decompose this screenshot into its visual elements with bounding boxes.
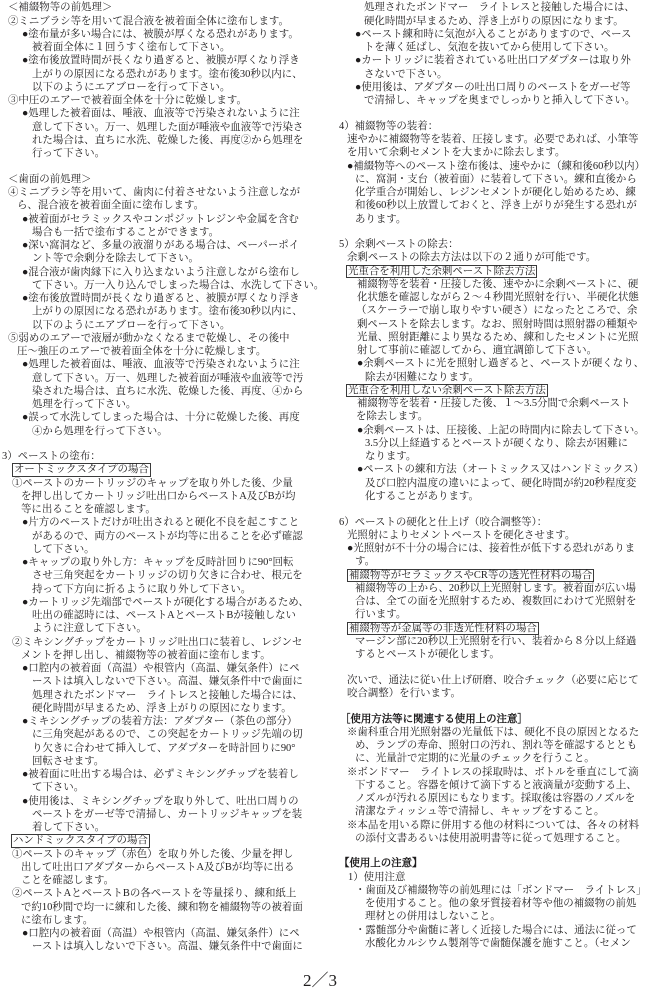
section-heading: ［使用方法等に関連する使用上の注意］ (340, 713, 528, 725)
note-line: 処理を行って下さい。 (32, 399, 137, 411)
note-line: ●塗布量が多い場合には、被膜が厚くなる恐れがあります。 (22, 28, 299, 40)
note-line: 染された場合は、直ちに水洗、乾燥した後、再度、④から (32, 385, 304, 397)
translucent-label-row (332, 569, 652, 582)
note-line: 場合も一括で塗布することができます。 (32, 226, 220, 238)
step-1 (0, 477, 326, 636)
note-line: 行って下さい。 (32, 148, 106, 160)
item-line: め、ランプの寿命、照射口の汚れ、割れ等を確認するととも (355, 740, 638, 752)
note-line: ●ペースト練和時に気泡が入ることがありますので、ペース (355, 28, 632, 40)
body-line: マージン部に20秒以上光照射を行い、装着から８分以上経過 (355, 635, 637, 647)
body-line: 剰ペーストを除去します。なお、照射時間は照射器の種類や (357, 318, 638, 330)
note-line: ●光照射が不十分の場合には、接着性が低下する恐れがありま (347, 543, 636, 555)
precaution-item (332, 726, 652, 766)
note (0, 715, 326, 768)
note-line: 被着面全体に１回うすく塗布して下さい。 (32, 42, 231, 54)
step-4 (0, 186, 326, 332)
note (332, 424, 652, 464)
note-line: ●ペーストの練和方法（オートミックス又はハンドミックス） (357, 464, 644, 476)
note-continuation (332, 1, 652, 28)
note-line: て下さい。万一入り込んでしまった場合は、水洗して下さい。 (32, 279, 325, 291)
note (0, 239, 326, 266)
step-line: ③中圧のエアーで被着面全体を十分に乾燥します。 (8, 95, 247, 107)
note-line: ●塗布後放置時間が長くなり過ぎると、被膜が厚くなり浮き (22, 293, 300, 305)
note-line: ●使用後は、ミキシングチップを取り外して、吐出口周りの (22, 795, 299, 807)
note-line: させ三角突起をカートリッジの切り欠きに合わせ、根元を (32, 570, 303, 582)
step-5 (0, 332, 326, 438)
automix-label: オートミックスタイプの場合 (14, 464, 149, 476)
note-line: ように注意して下さい。 (32, 623, 147, 635)
note-line: トを薄く延ばし、気泡を抜いてから使用して下さい。 (364, 42, 615, 54)
item-line: 清潔なティッシュ等で清掃し、キャップをすること。 (355, 806, 605, 818)
note-line: ●ミキシングチップの装着方法：アダプター（茶色の部分） (22, 716, 298, 728)
note-line: ●処理した被着面は、唾液、血液等で汚染されないように注 (22, 359, 300, 371)
note-line: 処理されたボンドマー ライトレスと接触した場合には、 (364, 2, 635, 14)
step-line: に塗布します。 (21, 914, 94, 926)
note-line: ●被着面に吐出する場合は、必ずミキシングチップを装着し (22, 769, 299, 781)
spacer (332, 503, 652, 515)
note (0, 107, 326, 160)
step-2 (0, 887, 326, 953)
note (0, 768, 326, 795)
light-method-label-row (332, 265, 652, 278)
opaque-label: 補綴物等が金属等の非透光性材料の場合 (349, 622, 537, 634)
note-line: 吐出の確認時には、ペーストAとペーストBが接触しない (32, 610, 296, 622)
note-line: ●被着面がセラミックスやコンポジットレジンや金属を含む (22, 213, 299, 225)
step-line: ⑤弱めのエアーで液層が動かなくなるまで乾燥し、その後中 (8, 332, 290, 344)
note-line: 上がりの原因になる恐れがあります。塗布後30秒以内に、 (32, 306, 303, 318)
note-line: 硬化時間が早まるため、浮き上がりの原因になります。 (32, 702, 292, 714)
note-line: に、窩洞・支台（被着面）に装着して下さい。練和直後から (355, 173, 637, 185)
item-line: ※歯科重合用光照射器の光量低下は、硬化不良の原因となるた (347, 726, 640, 738)
step-line: 出して吐出口アダプターからペーストA及びBが均等に出る (21, 861, 295, 873)
precaution-item (332, 819, 652, 846)
note (0, 556, 326, 596)
item-line: の添付文書あるいは使用説明書等に従って処理すること。 (355, 832, 627, 844)
note-line: ●混合液が歯肉縁下に入り込まないよう注意しながら塗布し (22, 266, 300, 278)
item-line: に、光量計で定期的に光量のチェックを行うこと。 (355, 753, 595, 765)
item-line: を使用すること。他の象牙質接着材等や他の補綴物の前処 (365, 898, 637, 910)
note-line: 上がりの原因になる恐れがあります。塗布後30秒以内に、 (32, 68, 303, 80)
body-line: 光照射によりセメントペーストを硬化させます。 (347, 529, 576, 541)
step-line: ②ペーストAとペーストBの各ペーストを等量採り、練和紙上 (12, 888, 297, 900)
note-line: て下さい。 (32, 782, 85, 794)
step-3 (0, 94, 326, 160)
note-line: 意して下さい。万一、処理した被着面が唾液や血液等で汚 (32, 372, 304, 384)
excess-removal-section (332, 238, 652, 503)
note-line: があるので、両方のペーストが均等に出ることを必ず確認 (32, 530, 303, 542)
section-heading: 6）ペーストの硬化と仕上げ（咬合調整等）： (339, 516, 548, 528)
note (0, 596, 326, 636)
note-line: ●塗布後放置時間が長くなり過ぎると、被膜が厚くなり浮き (22, 55, 300, 67)
note-line: ●片方のペーストだけが吐出されると硬化不良を起こすこと (22, 517, 300, 529)
note-line: ●口腔内の被着面（高温）や根管内（高温、嫌気条件）にペ (22, 928, 300, 940)
section-heading: 3）ペーストの塗布： (2, 451, 101, 463)
note-line: なります。 (365, 451, 417, 463)
body-line: するとペーストが硬化します。 (355, 649, 500, 661)
item-line: ※本品を用いる際に併用する他の材料については、各々の材料 (347, 819, 640, 831)
note-line: ●カートリッジ先端部でペーストが硬化する場合があるため、 (22, 596, 309, 608)
step-line: メントを押し出し、補綴物等の被着面に塗布します。 (21, 649, 271, 661)
note-line: 以下のようにエアブローを行って下さい。 (32, 319, 231, 331)
note-line: ●使用後は、アダプターの吐出口周りのペーストをガーゼ等 (355, 81, 631, 93)
note-line: に三角突起があるので、この突起をカートリッジ先端の切 (32, 729, 303, 741)
prosthesis-pretreatment-section (0, 1, 326, 160)
note (332, 463, 652, 503)
note-line: ●カートリッジに装着されている吐出口アダプターは取り外 (355, 55, 631, 67)
step-line: ④ミニブラシ等を用いて、歯肉に付着させないよう注意しなが (8, 187, 301, 199)
note-line: れた場合は、直ちに水洗、乾燥した後、再度②から処理を (32, 134, 304, 146)
section-heading: ＜歯面の前処理＞ (8, 173, 92, 185)
note-line: 3.5分以上経過するとペーストが硬くなり、除去が困難に (365, 437, 629, 449)
light-method-label: 光重合を利用した余剰ペースト除去方法 (348, 265, 536, 277)
opaque-label-row (332, 622, 652, 635)
note-line: ●深い窩洞など、多量の液溜りがある場合は、ペーパーポイ (22, 240, 300, 252)
note-line: ●処理した被着面は、唾液、血液等で汚染されないように注 (22, 108, 300, 120)
note (0, 516, 326, 556)
item-line: ・歯面及び補綴物等の前処理には「ボンドマー ライトレス」 (355, 884, 647, 896)
note-line: 硬化時間が早まるため、浮き上がりの原因になります。 (364, 15, 624, 27)
note (332, 160, 652, 226)
step-line: 圧～強圧のエアーで被着面全体を十分に乾燥します。 (17, 346, 267, 358)
spacer (332, 107, 652, 119)
note (0, 662, 326, 715)
note-line: で清掃し、キャップを奥までしっかりと挿入して下さい。 (364, 95, 636, 107)
note (332, 28, 652, 55)
body-line: 行います。 (355, 609, 407, 621)
item-line: 理材との併用はしないこと。 (365, 911, 501, 923)
paste-application-section (0, 450, 326, 954)
body-line: 補綴物等を装着・圧接した後、１～3.5分間で余剰ペースト (357, 398, 631, 410)
note (0, 213, 326, 240)
spacer (332, 845, 652, 857)
body-line: 咬合調整）を行います。 (347, 687, 461, 699)
body-line: を用いて余剰セメントを大まかに除去します。 (347, 147, 566, 159)
note (332, 357, 652, 384)
spacer (0, 438, 326, 450)
note-line: す。 (355, 556, 376, 568)
note-line: 除去が困難になります。 (365, 371, 479, 383)
note-line: ●口腔内の被着面（高温）や根管内（高温、嫌気条件）にペ (22, 663, 300, 675)
note-line: ●補綴物等へのペースト塗布後は、速やかに（練和後60秒以内） (347, 160, 646, 172)
note-line: 以下のようにエアブローを行って下さい。 (32, 81, 231, 93)
note (0, 358, 326, 411)
section-heading: 4）補綴物等の装着： (339, 120, 439, 132)
note-line: ーストは填入しないで下さい。高温、嫌気条件中で歯面に (32, 676, 303, 688)
left-column (0, 1, 326, 953)
section-heading: ＜補綴物等の前処理＞ (8, 2, 113, 14)
note (0, 28, 326, 55)
body-line: 射して事前に確認してから、適宜調節して下さい。 (357, 345, 598, 357)
note (0, 266, 326, 293)
note-line: 化することがあります。 (365, 490, 479, 502)
item-line: ※ボンドマー ライトレスの採取時は、ボトルを垂直にして滴 (347, 766, 639, 778)
note-line: ④から処理を行って下さい。 (32, 425, 168, 437)
note-line: 及び口腔内温度の違いによって、硬化時間が約20秒程度変 (365, 477, 637, 489)
right-column (332, 1, 652, 950)
note (0, 292, 326, 332)
note (0, 927, 326, 954)
item-line: 下すること。容器を傾けて滴下すると液滴量が変動する上、 (355, 779, 637, 791)
translucent-label: 補綴物等がセラミックスやCR等の透光性材料の場合 (349, 569, 593, 581)
step-line: ②ミキシングチップをカートリッジ吐出口に装着し、レジンセ (12, 636, 303, 648)
note (332, 81, 652, 108)
step-line: ①ペーストのカートリッジのキャップを取り外した後、少量 (12, 477, 293, 489)
note-line: さないで下さい。 (364, 68, 448, 80)
note-line: して下さい。 (32, 543, 95, 555)
body-line: 合は、全ての面を光照射するため、複数回にわけて光照射を (355, 596, 637, 608)
body-line: 化状態を確認しながら２～４秒間光照射を行い、半硬化状態 (357, 292, 639, 304)
related-precautions-section (332, 713, 652, 846)
body-line: （スケーラーで崩し取りやすい硬さ）になったところで、余 (356, 305, 638, 317)
handmix-continued-section (332, 1, 652, 107)
step-line: ら、混合液を被着面全面に塗布します。 (17, 200, 205, 212)
precaution-item (332, 924, 652, 951)
note-line: 着して下さい。 (32, 822, 106, 834)
spacer (0, 160, 326, 172)
handmix-label-row (0, 834, 326, 847)
prosthesis-seating-section (332, 120, 652, 226)
non-light-method-label-row (332, 384, 652, 397)
spacer (332, 226, 652, 238)
automix-label-row (0, 463, 326, 476)
note (0, 795, 326, 835)
body-line: 補綴物等の上から、20秒以上光照射します。被着面が広い場 (355, 582, 636, 594)
precautions-section (332, 857, 652, 950)
automix-subsection (0, 463, 326, 834)
note-line: あります。 (355, 213, 407, 225)
note-line: ント等で余剰分を除去して下さい。 (32, 253, 199, 265)
body-line: 速やかに補綴物等を装着、圧接します。必要であれば、小筆等 (347, 134, 639, 146)
note-line: ●キャップの取り外し方：キャップを反時計回りに90°回転 (22, 557, 294, 569)
step-line: で約10秒間で均一に練和した後、練和物を補綴物等の被着面 (21, 901, 303, 913)
body-line: 余剰ペーストの除去方法は以下の２通りが可能です。 (347, 252, 597, 264)
section-heading: 【使用上の注意】 (339, 858, 423, 870)
non-light-method-label: 光重合を利用しない余剰ペースト除去方法 (348, 384, 546, 396)
note (332, 542, 652, 569)
note (0, 54, 326, 94)
note-line: ペーストをガーゼ等で清掃し、カートリッジキャップを装 (32, 808, 303, 820)
tooth-pretreatment-section (0, 173, 326, 438)
note-line: 回転させます。 (32, 755, 105, 767)
body-line: 補綴物等を装着・圧接した後、速やかに余剰ペーストに、硬 (357, 278, 639, 290)
body-line: 次いで、通法に従い仕上げ研磨、咬合チェック（必要に応じて (347, 674, 639, 686)
step-line: を押し出してカートリッジ吐出口からペーストA及びBが均 (21, 490, 296, 502)
step-2 (0, 15, 326, 95)
body-line: を除去します。 (356, 411, 429, 423)
handmix-label: ハンドミックスタイプの場合 (13, 835, 148, 847)
non-light-method-subsection (332, 384, 652, 503)
note-line: ーストは填入しないで下さい。高温、嫌気条件中で歯面に (32, 941, 303, 953)
light-method-subsection (332, 265, 652, 384)
section-heading: 5）余剰ペーストの除去： (339, 239, 459, 251)
item-line: 水酸化カルシウム製剤等で歯髄保護を施すこと。（セメン (365, 937, 631, 949)
note-line: 意して下さい。万一、処理した面が唾液や血液等で汚染さ (32, 121, 304, 133)
translucent-subsection (332, 569, 652, 622)
note-line: り欠きに合わせて挿入して、アダプターを時計回りに90° (32, 742, 296, 754)
item-line: ・露髄部分や歯髄に著しく近接した場合には、通法に従って (355, 924, 637, 936)
note-line: 化学重合が開始し、レジンセメントが硬化し始めるため、練 (355, 187, 636, 199)
note-line: 和後60秒以上放置しておくと、浮き上がりが発生する恐れが (355, 200, 637, 212)
step-line: ①ペーストのキャップ（赤色）を取り外した後、少量を押し (12, 848, 294, 860)
note-line: ●誤って水洗してしまった場合は、十分に乾燥した後、再度 (22, 412, 300, 424)
curing-finishing-section (332, 516, 652, 662)
step-line: 等に出ることを確認します。 (21, 504, 156, 516)
step-1 (0, 848, 326, 888)
note-line: 持って下方向に折るように取り外して下さい。 (32, 583, 252, 595)
subsection-heading: 1）使用注意 (348, 871, 406, 883)
note (332, 54, 652, 81)
precaution-item (332, 884, 652, 924)
handmix-subsection (0, 834, 326, 953)
step-line: ②ミニブラシ等を用いて混合液を被着面全体に塗布します。 (8, 15, 289, 27)
body-line: 光量、照射距離により異なるため、練和したセメントに光照 (357, 331, 639, 343)
note-line: ●余剰ペーストに光を照射し過ぎると、ペーストが硬くなり、 (357, 358, 645, 370)
spacer (332, 700, 652, 712)
closing-paragraph (332, 674, 652, 701)
step-line: ことを確認します。 (21, 875, 115, 887)
note-line: ●余剰ペーストは、圧接後、上記の時間内に除去して下さい。 (357, 424, 645, 436)
note (0, 411, 326, 438)
spacer (332, 661, 652, 673)
item-line: ノズルが汚れる原因にもなります。採取後は容器のノズルを (355, 793, 636, 805)
note-line: 処理されたボンドマー ライトレスと接触した場合には、 (32, 689, 303, 701)
precaution-item (332, 766, 652, 819)
opaque-subsection (332, 622, 652, 662)
page-number: 2／3 (303, 971, 337, 990)
step-2 (0, 636, 326, 835)
